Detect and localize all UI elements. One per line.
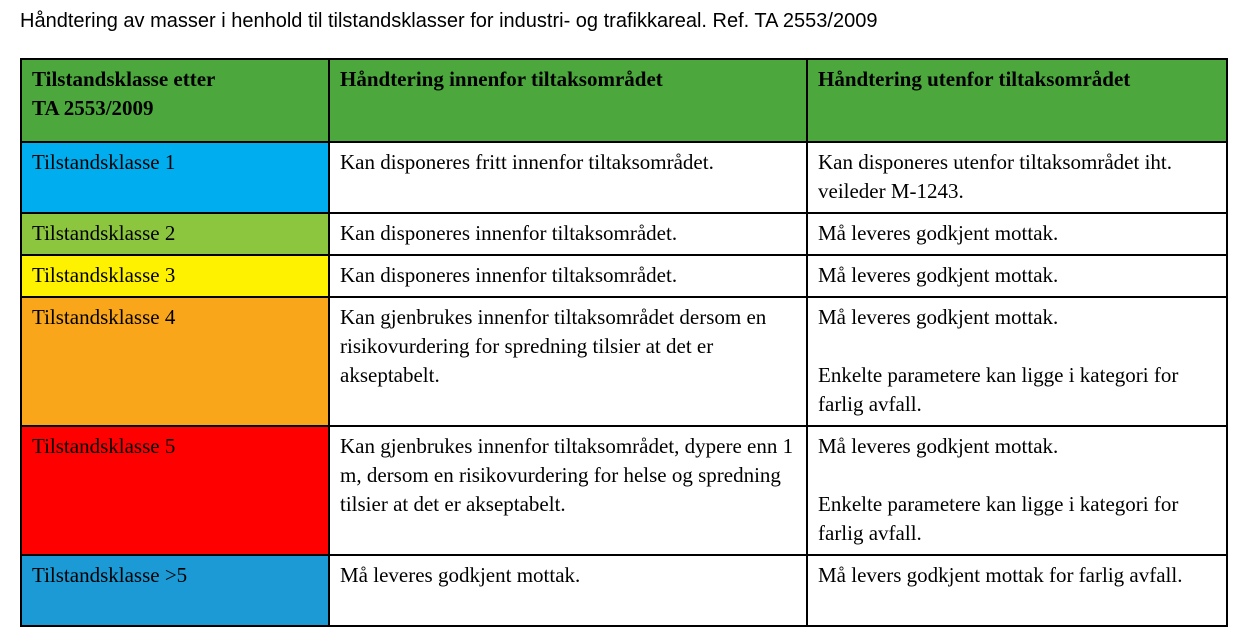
table-row — [21, 426, 1227, 555]
column-header-line-1: Tilstandsklasse etter — [32, 67, 216, 91]
cell-utenfor-extra: Enkelte parametere kan ligge i kategori for farlig avfall. — [818, 363, 1179, 416]
table-row — [21, 555, 1227, 626]
table-row — [21, 213, 1227, 255]
table-caption: Håndtering av masser i henhold til tilstandsklasser for industri- og trafikkareal. Ref. TA 2553/2009 — [20, 10, 878, 32]
cell-utenfor — [807, 297, 1227, 426]
cell-innenfor: Kan gjenbrukes innenfor tiltaksområdet dersom en risikovurdering for spredning tilsier at det er akseptabelt. — [329, 297, 807, 426]
cell-spacer — [818, 461, 1218, 490]
table-header-row — [21, 59, 1227, 142]
cell-klasse: Tilstandsklasse >5 — [21, 555, 329, 626]
cell-klasse: Tilstandsklasse 2 — [21, 213, 329, 255]
column-header-line-2: TA 2553/2009 — [32, 96, 154, 120]
cell-utenfor: Må levers godkjent mottak for farlig avfall. — [807, 555, 1227, 626]
cell-klasse: Tilstandsklasse 3 — [21, 255, 329, 297]
cell-innenfor: Kan disponeres innenfor tiltaksområdet. — [329, 213, 807, 255]
cell-utenfor: Kan disponeres utenfor tiltaksområdet iht. veileder M-1243. — [807, 142, 1227, 213]
cell-utenfor-main: Må leveres godkjent mottak. — [818, 434, 1059, 458]
column-header-utenfor: Håndtering utenfor tiltaksområdet — [807, 59, 1227, 142]
cell-klasse: Tilstandsklasse 1 — [21, 142, 329, 213]
cell-spacer — [818, 332, 1218, 361]
column-header-innenfor: Håndtering innenfor tiltaksområdet — [329, 59, 807, 142]
tilstandsklasse-table — [20, 58, 1228, 627]
cell-utenfor: Må leveres godkjent mottak. — [807, 255, 1227, 297]
table-row — [21, 142, 1227, 213]
table-body — [21, 142, 1227, 626]
cell-klasse: Tilstandsklasse 5 — [21, 426, 329, 555]
cell-utenfor — [807, 426, 1227, 555]
cell-innenfor: Kan disponeres innenfor tiltaksområdet. — [329, 255, 807, 297]
cell-utenfor-extra: Enkelte parametere kan ligge i kategori for farlig avfall. — [818, 492, 1179, 545]
table-row — [21, 255, 1227, 297]
column-header-tilstandsklasse — [21, 59, 329, 142]
cell-innenfor: Kan gjenbrukes innenfor tiltaksområdet, dypere enn 1 m, dersom en risikovurdering for helse og spredning tilsier at det er akseptabelt. — [329, 426, 807, 555]
cell-utenfor-main: Må leveres godkjent mottak. — [818, 305, 1059, 329]
cell-utenfor: Må leveres godkjent mottak. — [807, 213, 1227, 255]
table-header — [21, 59, 1227, 142]
cell-innenfor: Kan disponeres fritt innenfor tiltaksområdet. — [329, 142, 807, 213]
cell-innenfor: Må leveres godkjent mottak. — [329, 555, 807, 626]
table-row — [21, 297, 1227, 426]
cell-klasse: Tilstandsklasse 4 — [21, 297, 329, 426]
